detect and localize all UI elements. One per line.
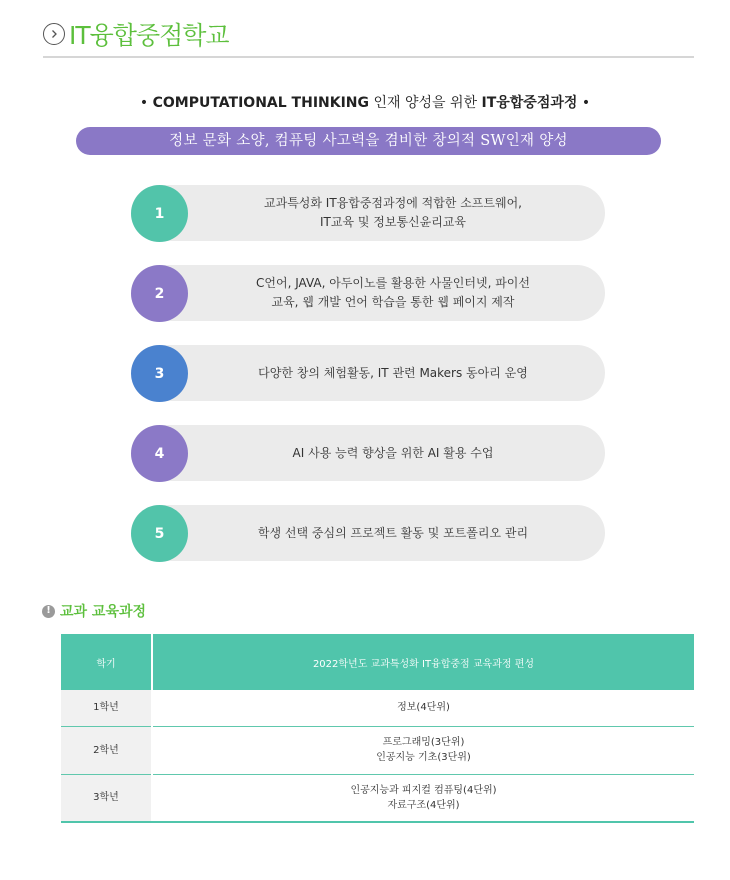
courses-cell bbox=[152, 774, 694, 822]
plan-item bbox=[131, 425, 605, 481]
exclamation-circle-icon: ! bbox=[42, 605, 55, 618]
intro-prefix: • bbox=[139, 95, 153, 111]
intro-suffix: • bbox=[577, 95, 591, 111]
intro-statement bbox=[0, 92, 730, 112]
column-header-semester: 학기 bbox=[61, 634, 152, 690]
courses-cell bbox=[152, 726, 694, 774]
courses-cell bbox=[152, 690, 694, 726]
course-label: 정보(4단위) bbox=[397, 702, 450, 714]
chevron-right-circle-icon bbox=[43, 23, 65, 45]
intro-bold-tail: IT융합중점과정 bbox=[481, 95, 578, 111]
plan-item bbox=[131, 505, 605, 561]
grade-cell: 2학년 bbox=[61, 726, 152, 774]
plan-item bbox=[131, 185, 605, 241]
plan-item bbox=[131, 345, 605, 401]
page-title: IT융합중점학교 bbox=[69, 21, 229, 50]
header-divider bbox=[43, 56, 694, 58]
curriculum-table bbox=[61, 634, 694, 823]
intro-middle: 인재 양성을 위한 bbox=[369, 95, 482, 111]
table-row bbox=[61, 774, 694, 822]
plan-text: 교과특성화 IT융합중점과정에 적합한 소프트웨어, IT교육 및 정보통신윤리교육 bbox=[264, 196, 522, 229]
goal-banner: 정보 문화 소양, 컴퓨팅 사고력을 겸비한 창의적 SW인재 양성 bbox=[76, 127, 661, 155]
plan-text: 다양한 창의 체험활동, IT 관련 Makers 동아리 운영 bbox=[258, 365, 528, 380]
curriculum-section-header bbox=[42, 601, 146, 621]
plan-number-badge: 5 bbox=[131, 505, 188, 562]
table-row bbox=[61, 726, 694, 774]
plan-item bbox=[131, 265, 605, 321]
plan-number-badge: 4 bbox=[131, 425, 188, 482]
page-header bbox=[43, 16, 229, 52]
grade-cell: 3학년 bbox=[61, 774, 152, 822]
course-label: 인공지능 기초(3단위) bbox=[376, 752, 471, 763]
plan-number-badge: 3 bbox=[131, 345, 188, 402]
course-label: 프로그래밍(3단위) bbox=[382, 737, 465, 748]
course-label: 인공지능과 피지컬 컴퓨팅(4단위) bbox=[350, 784, 497, 796]
table-header-row bbox=[61, 634, 694, 690]
plan-number-badge: 2 bbox=[131, 265, 188, 322]
grade-cell: 1학년 bbox=[61, 690, 152, 726]
course-label: 자료구조(4단위) bbox=[387, 799, 460, 811]
plan-number-badge: 1 bbox=[131, 185, 188, 242]
intro-bold-lead: COMPUTATIONAL THINKING bbox=[152, 95, 370, 111]
column-header-curriculum: 2022학년도 교과특성화 IT융합중점 교육과정 편성 bbox=[152, 634, 694, 690]
section-title: 교과 교육과정 bbox=[60, 604, 147, 620]
plan-text: C언어, JAVA, 아두이노를 활용한 사물인터넷, 파이선 교육, 웹 개발 언어 학습을 통한 웹 페이지 제작 bbox=[256, 276, 530, 309]
plan-text: AI 사용 능력 향상을 위한 AI 활용 수업 bbox=[292, 445, 494, 460]
plan-text: 학생 선택 중심의 프로젝트 활동 및 포트폴리오 관리 bbox=[257, 525, 529, 540]
table-row bbox=[61, 690, 694, 726]
